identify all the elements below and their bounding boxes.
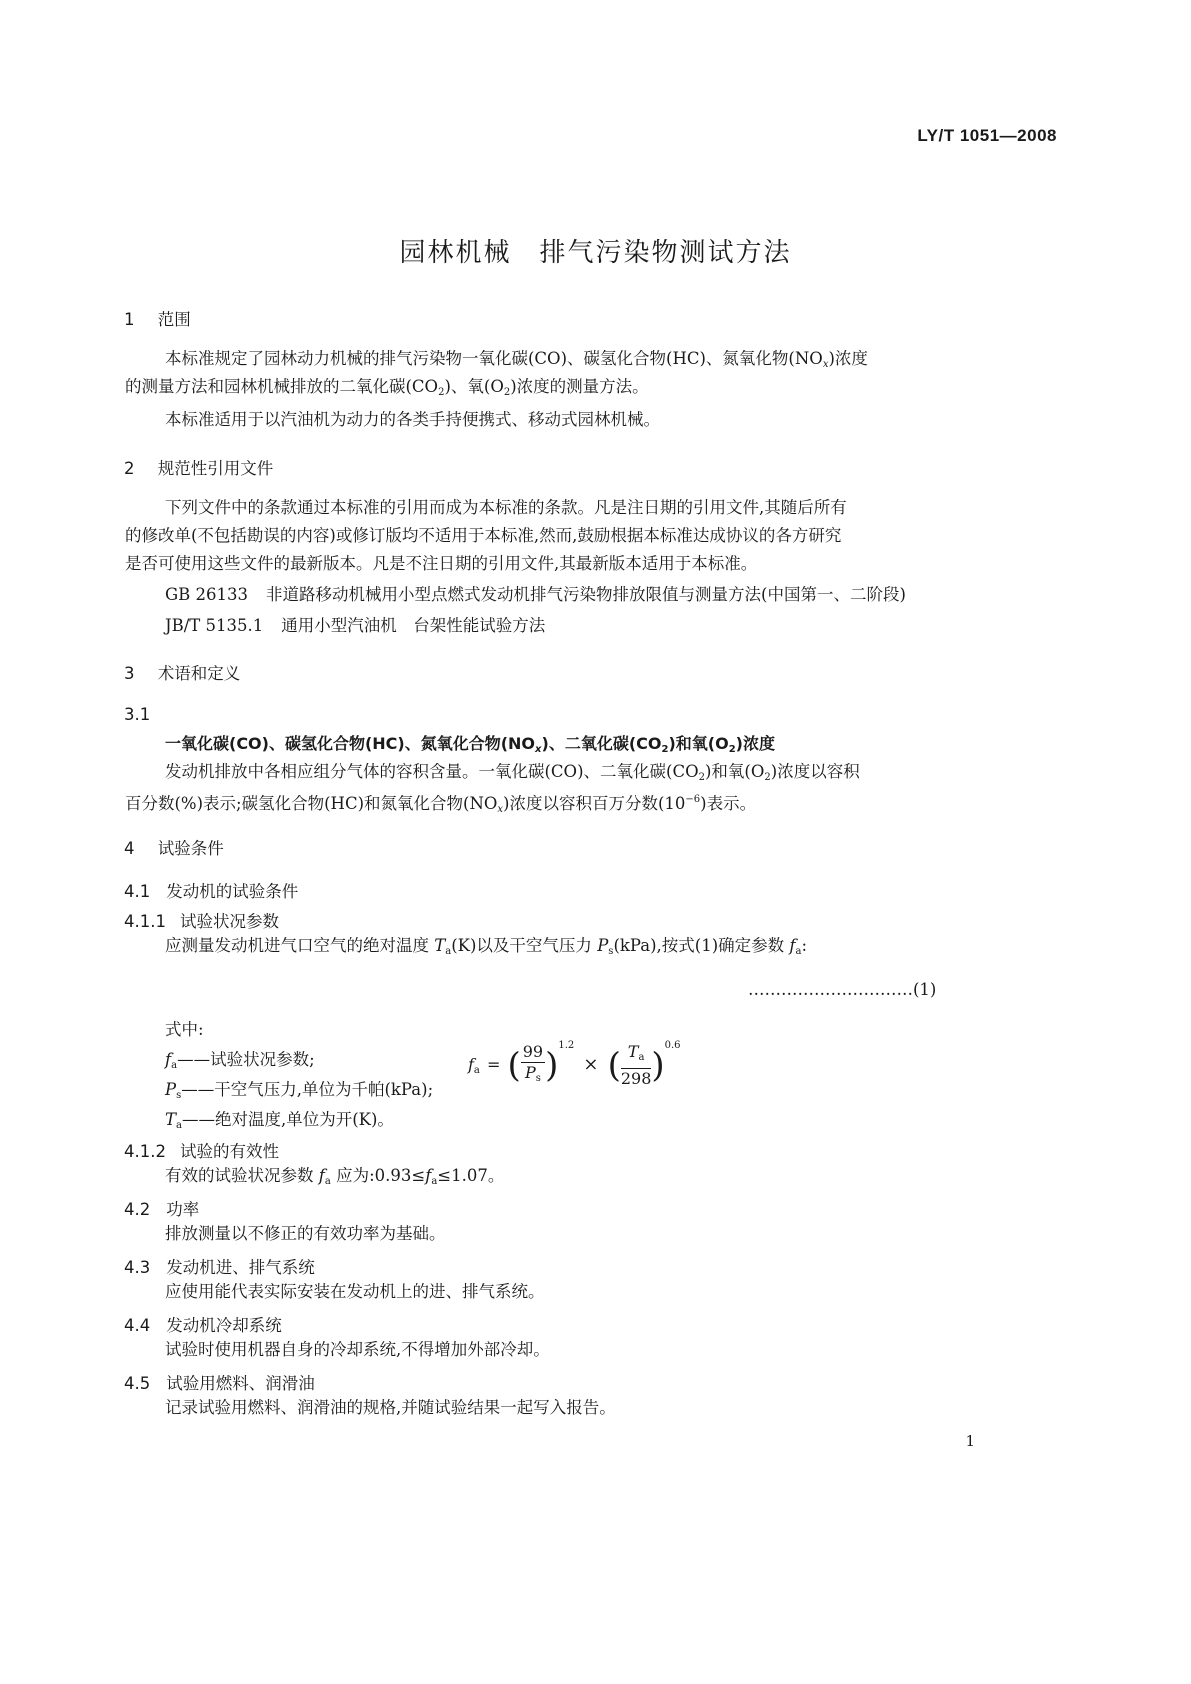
variable-fa: $f_a——$试验状况参数; <box>165 1050 315 1071</box>
section-4-4-heading: 4.4 发动机冷却系统 <box>124 1316 282 1335</box>
section-1-heading <box>124 306 191 330</box>
page-title: 园林机械 排气污染物测试方法 <box>399 238 792 268</box>
term-definition-line-2: 百分数(%)表示;碳氢化合物(HC)和氮氧化合物$(NO_x)$浓度以容积百万分数$(10^{-6})$表示。 <box>125 794 757 815</box>
s44-text: 试验时使用机器自身的冷却系统,不得增加外部冷却。 <box>165 1340 550 1359</box>
section-title: 范围 <box>157 310 191 329</box>
reference-gb26133: GB 26133 非道路移动机械用小型点燃式发动机排气污染物排放限值与测量方法(中国第一、二阶段) <box>165 585 906 604</box>
s43-text: 应使用能代表实际安装在发动机上的进、排气系统。 <box>165 1282 545 1301</box>
s42-text: 排放测量以不修正的有效功率为基础。 <box>165 1224 446 1243</box>
s2-line-3: 是否可使用这些文件的最新版本。凡是不注日期的引用文件,其最新版本适用于本标准。 <box>125 554 758 573</box>
section-2-heading <box>124 455 273 479</box>
term-definition-line-1: 发动机排放中各相应组分气体的容积含量。一氧化碳(CO)、二氧化碳$(CO_2)$和氧$(O_2)$浓度以容积 <box>165 762 860 783</box>
section-number: 2 <box>124 459 135 478</box>
formula-reference: …………………………(1) <box>748 980 937 999</box>
s412-text: 有效的试验状况参数 $f_a$ 应为$:0.93\le f_a\le 1.07$。 <box>165 1166 505 1187</box>
formula-1: $f_a$ = ( $\frac{99}{P_s}$ )$^{1.2}$ × ( $\frac{T_a}{298}$ )$^{0.6}$ <box>468 1040 681 1088</box>
reference-jbt5135: JB/T 5135.1 通用小型汽油机 台架性能试验方法 <box>165 616 546 635</box>
section-title: 试验条件 <box>157 839 224 858</box>
s2-line-2: 的修改单(不包括勘误的内容)或修订版均不适用于本标准,然而,鼓励根据本标准达成协议的各方研究 <box>125 526 842 545</box>
section-3-heading <box>124 660 240 684</box>
s1-paragraph-1-line-1: 本标准规定了园林动力机械的排气污染物一氧化碳(CO)、碳氢化合物(HC)、氮氧化物$(NO_x)$浓度 <box>165 349 868 370</box>
s2-line-1: 下列文件中的条款通过本标准的引用而成为本标准的条款。凡是注日期的引用文件,其随后所有 <box>165 498 847 517</box>
section-number: 1 <box>124 310 135 329</box>
section-number: 4 <box>124 839 135 858</box>
section-4-heading <box>124 835 224 859</box>
section-4-3-heading: 4.3 发动机进、排气系统 <box>124 1258 315 1277</box>
section-4-1-1-heading: 4.1.1 试验状况参数 <box>124 912 279 931</box>
section-title: 术语和定义 <box>157 664 241 683</box>
section-4-1-2-heading: 4.1.2 试验的有效性 <box>124 1142 279 1161</box>
section-title: 规范性引用文件 <box>157 459 274 478</box>
standard-number: LY/T 1051—2008 <box>917 126 1057 145</box>
s45-text: 记录试验用燃料、润滑油的规格,并随试验结果一起写入报告。 <box>165 1398 616 1417</box>
section-4-1-heading: 4.1 发动机的试验条件 <box>124 882 299 901</box>
fraction-99-ps: $\frac{99}{P_s}$ <box>522 1042 544 1084</box>
s1-paragraph-2: 本标准适用于以汽油机为动力的各类手持便携式、移动式园林机械。 <box>165 410 660 429</box>
section-4-5-heading: 4.5 试验用燃料、润滑油 <box>124 1374 315 1393</box>
s1-paragraph-1-line-2: 的测量方法和园林机械排放的二氧化碳$(CO_2)$、氧$(O_2)$浓度的测量方法。 <box>125 377 649 398</box>
section-number: 3 <box>124 664 135 683</box>
term-heading: 一氧化碳(CO)、碳氢化合物(HC)、氮氧化合物$(NO_x)$、二氧化碳$(CO_2)$和氧$(O_2)$浓度 <box>165 734 775 755</box>
page-number: 1 <box>965 1432 975 1450</box>
fraction-ta-298: $\frac{T_a}{298}$ <box>620 1042 652 1088</box>
s411-text: 应测量发动机进气口空气的绝对温度 $T_a(K)$以及干空气压力 $P_s(kPa)$,按式(1)确定参数 $f_a$: <box>165 936 808 957</box>
section-4-2-heading: 4.2 功率 <box>124 1200 200 1219</box>
variable-ps: $P_s——$干空气压力,单位为千帕(kPa); <box>165 1080 434 1101</box>
term-number: 3.1 <box>124 705 151 724</box>
variable-ta: $T_a——$绝对温度,单位为开(K)。 <box>165 1110 394 1131</box>
where-label: 式中: <box>165 1020 204 1039</box>
